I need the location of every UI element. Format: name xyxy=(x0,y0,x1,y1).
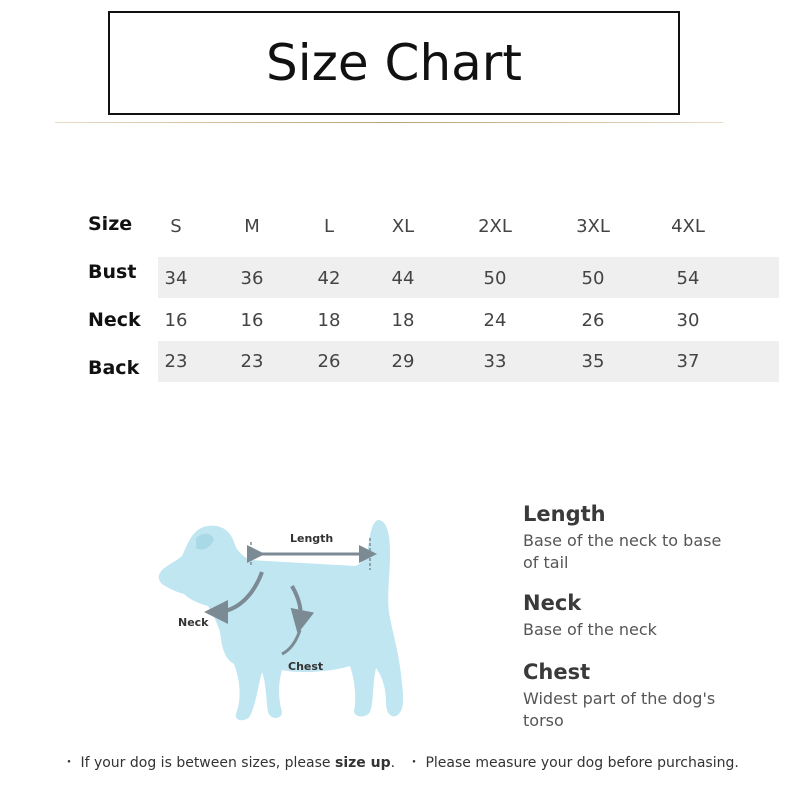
table-cell: 37 xyxy=(676,351,700,372)
row-label-neck: Neck xyxy=(88,309,141,331)
note-size-up-suffix: . xyxy=(390,755,396,771)
table-cell: 30 xyxy=(676,310,700,331)
note-size-up xyxy=(62,752,395,772)
chest-label: Chest xyxy=(288,660,324,673)
table-cell: 54 xyxy=(676,268,700,289)
note-size-up-bold: size up xyxy=(334,755,391,771)
table-cell: 26 xyxy=(581,310,605,331)
table-cell: 29 xyxy=(391,351,415,372)
table-cell: 42 xyxy=(317,268,341,289)
length-label: Length xyxy=(290,532,334,545)
table-cell: 18 xyxy=(317,310,341,331)
size-header: 2XL xyxy=(478,216,512,237)
table-cell: 16 xyxy=(240,310,264,331)
table-cell: 18 xyxy=(391,310,415,331)
table-cell: 33 xyxy=(483,351,507,372)
size-header: 4XL xyxy=(671,216,705,237)
table-cell: 50 xyxy=(483,268,507,289)
table-cell: 26 xyxy=(317,351,341,372)
definition-text-chest: Widest part of the dog's torso xyxy=(523,689,716,730)
note-measure xyxy=(407,752,739,772)
note-measure-text: Please measure your dog before purchasing. xyxy=(425,755,739,771)
table-cell: 23 xyxy=(164,351,188,372)
table-cell: 24 xyxy=(483,310,507,331)
definition-title-length: Length xyxy=(523,502,606,526)
divider xyxy=(55,122,723,123)
page-title: Size Chart xyxy=(266,34,522,92)
title-box xyxy=(108,11,680,115)
size-header: M xyxy=(244,216,260,237)
bullet: ・ xyxy=(62,755,76,771)
neck-label: Neck xyxy=(178,616,209,629)
size-header: S xyxy=(170,216,182,237)
table-cell: 36 xyxy=(240,268,264,289)
size-header: XL xyxy=(391,216,415,237)
table-cell: 16 xyxy=(164,310,188,331)
size-header: L xyxy=(323,216,335,237)
row-label-bust: Bust xyxy=(88,261,137,283)
note-size-up-text: If your dog is between sizes, please xyxy=(80,755,331,771)
definition-text-length: Base of the neck to base of tail xyxy=(523,531,722,572)
size-header: 3XL xyxy=(576,216,610,237)
header-label: Size xyxy=(88,213,133,235)
table-cell: 44 xyxy=(391,268,415,289)
definition-text-neck: Base of the neck xyxy=(523,620,657,639)
definition-title-chest: Chest xyxy=(523,660,591,684)
table-cell: 35 xyxy=(581,351,605,372)
table-cell: 34 xyxy=(164,268,188,289)
table-cell: 50 xyxy=(581,268,605,289)
dog-measurement-diagram xyxy=(150,508,420,728)
row-label-back: Back xyxy=(88,357,140,379)
table-cell: 23 xyxy=(240,351,264,372)
bullet: ・ xyxy=(407,755,421,771)
definition-title-neck: Neck xyxy=(523,591,582,615)
